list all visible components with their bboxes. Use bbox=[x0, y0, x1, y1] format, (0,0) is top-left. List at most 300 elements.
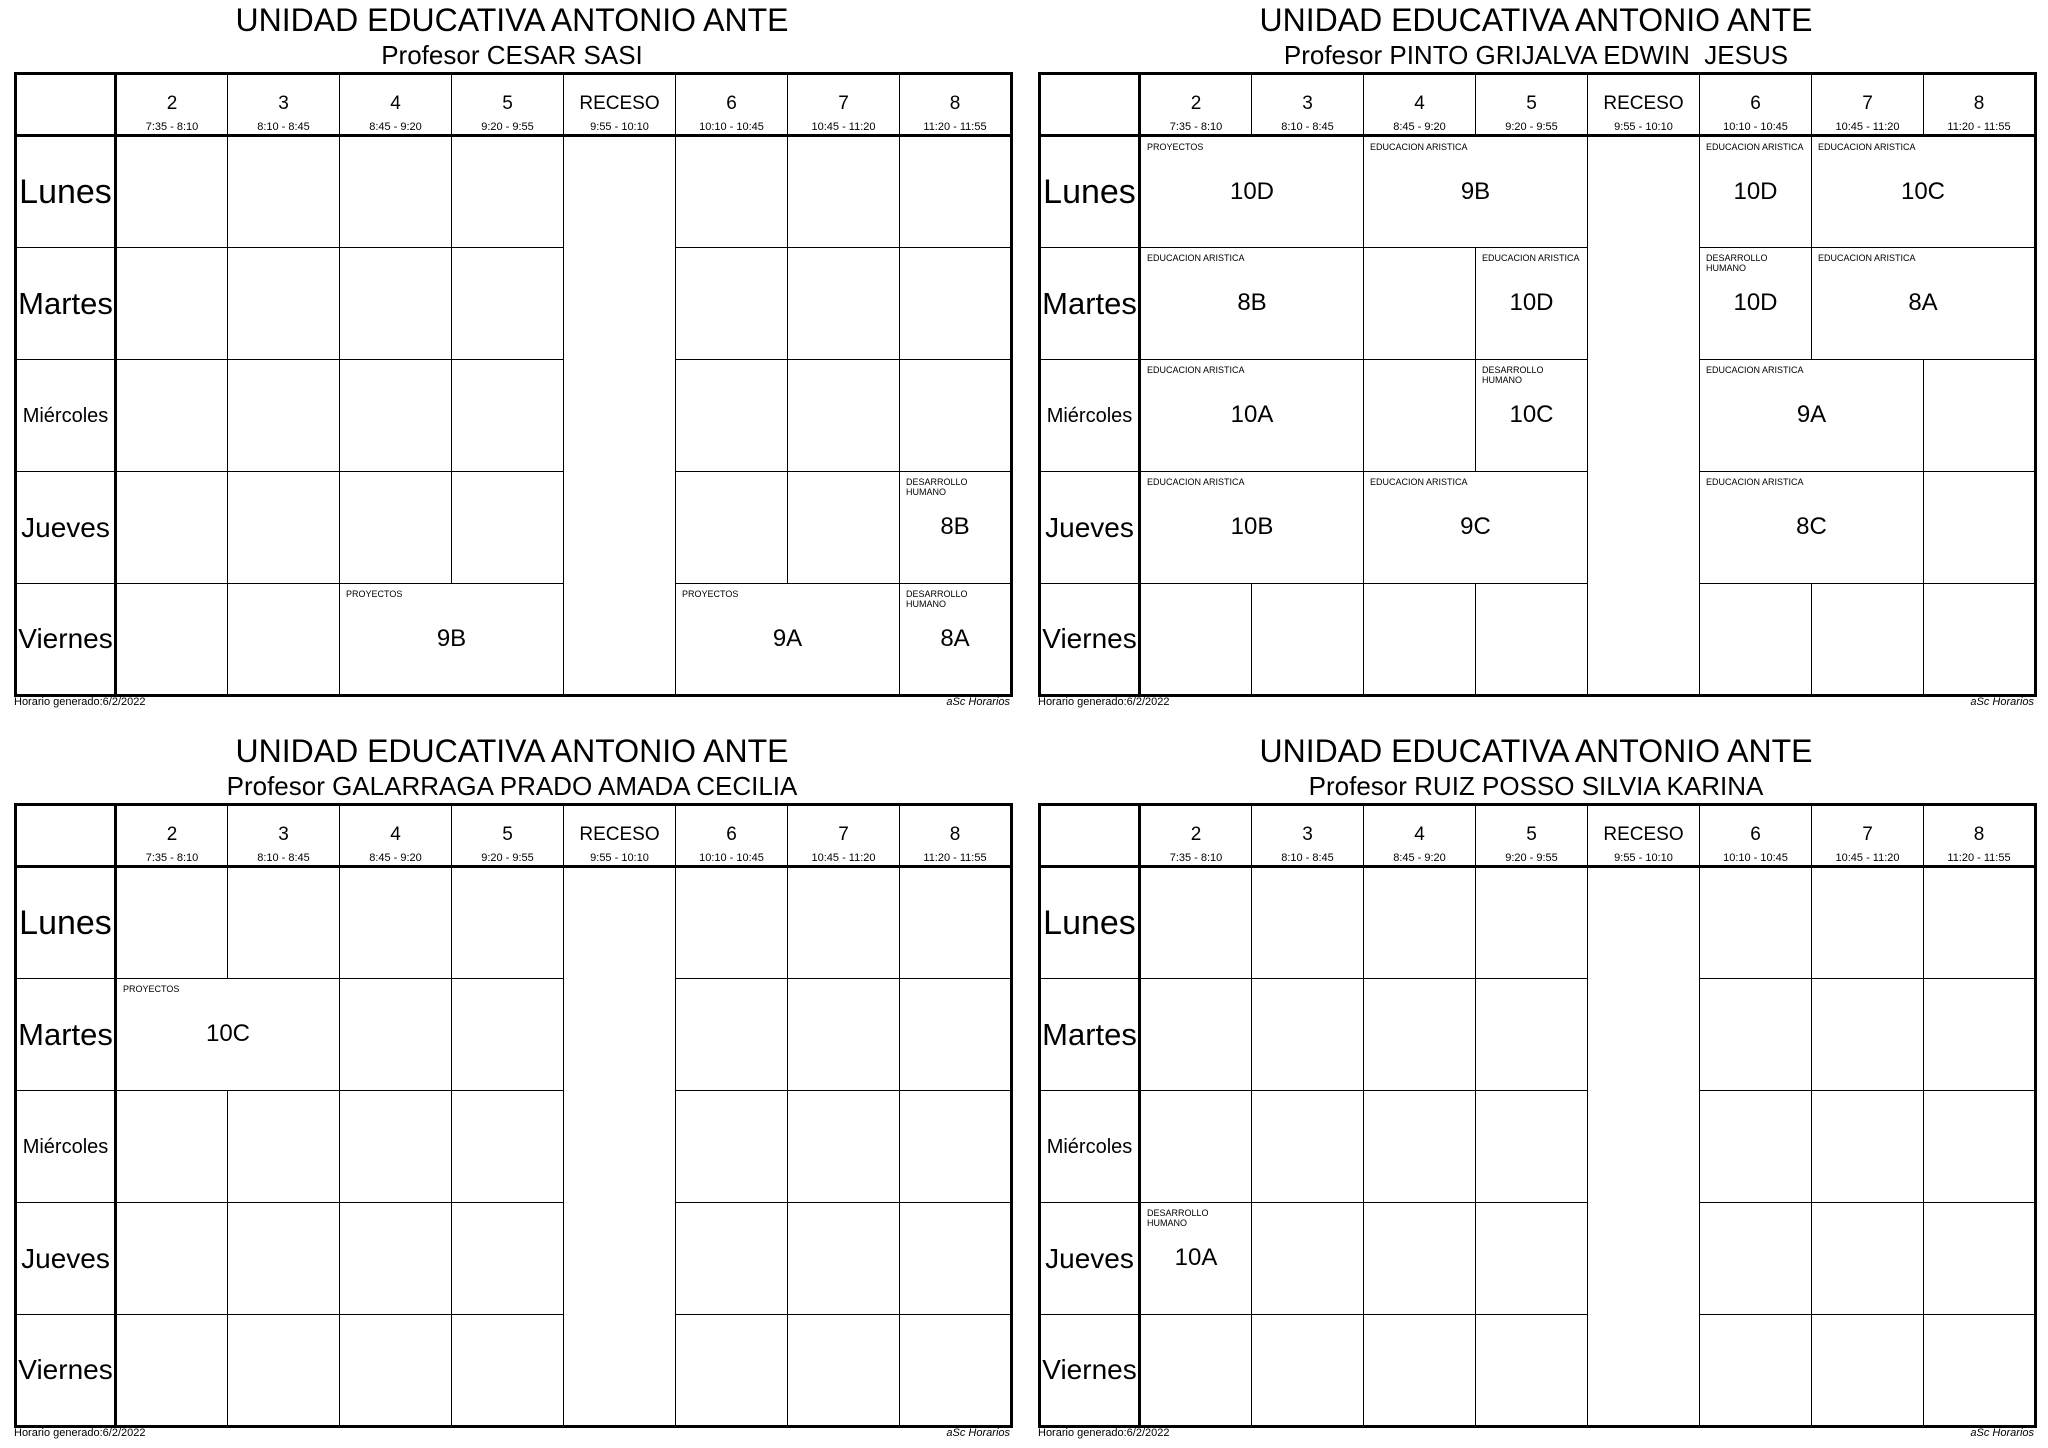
lesson-group: 10D bbox=[1509, 289, 1554, 316]
empty-slot bbox=[1140, 584, 1252, 696]
lesson-box bbox=[1700, 137, 1811, 247]
lesson-subject: EDUCACION ARISTICA bbox=[1482, 253, 1580, 263]
empty-slot bbox=[452, 1315, 564, 1427]
lesson-group: 10A bbox=[1230, 401, 1274, 428]
empty-slot bbox=[340, 360, 452, 472]
period-number: 6 bbox=[1750, 824, 1761, 845]
lesson-subject: PROYECTOS bbox=[682, 589, 739, 599]
empty-slot bbox=[676, 1203, 788, 1315]
period-number: 7 bbox=[1862, 93, 1873, 114]
empty-slot bbox=[1140, 979, 1252, 1091]
empty-slot bbox=[1140, 1315, 1252, 1427]
day-label: Martes bbox=[16, 979, 116, 1091]
corner-cell bbox=[1040, 74, 1140, 136]
empty-slot bbox=[340, 472, 452, 584]
period-header bbox=[228, 74, 340, 136]
period-number: 5 bbox=[1526, 93, 1537, 114]
day-label: Miércoles bbox=[1040, 360, 1140, 472]
period-number: 3 bbox=[1302, 824, 1313, 845]
period-time: 9:55 - 10:10 bbox=[1614, 121, 1673, 133]
period-time: 10:45 - 11:20 bbox=[811, 852, 876, 864]
recess-header bbox=[1588, 805, 1700, 867]
period-header bbox=[900, 805, 1012, 867]
period-time: 7:35 - 8:10 bbox=[1169, 852, 1223, 864]
day-row bbox=[16, 979, 1012, 1091]
header-row bbox=[1040, 805, 2036, 867]
lesson-group: 8A bbox=[1908, 289, 1938, 316]
day-row bbox=[1040, 979, 2036, 1091]
lesson-cell bbox=[1140, 1203, 1252, 1315]
lesson-cell bbox=[1476, 248, 1588, 360]
lesson-cell bbox=[1476, 360, 1588, 472]
period-header bbox=[788, 74, 900, 136]
period-time: 10:10 - 10:45 bbox=[699, 121, 764, 133]
lesson-subject: EDUCACION ARISTICA bbox=[1818, 142, 1916, 152]
lesson-box bbox=[1700, 360, 1923, 470]
lesson-group: 8B bbox=[940, 513, 970, 540]
day-row bbox=[1040, 1203, 2036, 1315]
period-time: 9:20 - 9:55 bbox=[1505, 852, 1558, 864]
empty-slot bbox=[1364, 1315, 1476, 1427]
recess-column bbox=[564, 867, 676, 1427]
lesson-subject: EDUCACION ARISTICA bbox=[1706, 365, 1804, 375]
lesson-box bbox=[1812, 248, 2034, 358]
lesson-subject: PROYECTOS bbox=[123, 984, 180, 994]
period-time: 7:35 - 8:10 bbox=[145, 852, 199, 864]
lesson-group: 10B bbox=[1230, 513, 1274, 540]
lesson-cell bbox=[1364, 472, 1588, 584]
day-label: Martes bbox=[1040, 979, 1140, 1091]
empty-slot bbox=[1364, 584, 1476, 696]
empty-slot bbox=[1924, 979, 2036, 1091]
teacher-name: Profesor GALARRAGA PRADO AMADA CECILIA bbox=[226, 771, 798, 801]
empty-slot bbox=[116, 360, 228, 472]
software-credit: aSc Horarios bbox=[1970, 696, 2034, 708]
empty-slot bbox=[1476, 867, 1588, 979]
period-number: 7 bbox=[1862, 824, 1873, 845]
period-number: 4 bbox=[1414, 93, 1425, 114]
lesson-cell bbox=[1812, 136, 2036, 248]
empty-slot bbox=[228, 1091, 340, 1203]
period-header bbox=[1252, 74, 1364, 136]
period-time: 9:20 - 9:55 bbox=[481, 852, 534, 864]
period-number: 5 bbox=[502, 93, 513, 114]
empty-slot bbox=[116, 1315, 228, 1427]
period-header bbox=[340, 74, 452, 136]
recess-column bbox=[1588, 867, 1700, 1427]
timetable-grid bbox=[14, 72, 1013, 697]
lesson-box bbox=[1364, 472, 1587, 582]
empty-slot bbox=[1700, 867, 1812, 979]
empty-slot bbox=[340, 1091, 452, 1203]
lesson-box bbox=[1364, 137, 1587, 247]
period-time: 10:45 - 11:20 bbox=[811, 121, 876, 133]
lesson-box bbox=[1141, 1203, 1251, 1313]
empty-slot bbox=[788, 136, 900, 248]
day-label: Jueves bbox=[1040, 472, 1140, 584]
empty-slot bbox=[1476, 1091, 1588, 1203]
period-number: 6 bbox=[726, 824, 737, 845]
empty-slot bbox=[1364, 1091, 1476, 1203]
lesson-box bbox=[1141, 360, 1363, 470]
empty-slot bbox=[452, 1203, 564, 1315]
generated-date: Horario generado:6/2/2022 bbox=[1038, 696, 1170, 708]
empty-slot bbox=[1252, 979, 1364, 1091]
empty-slot bbox=[1364, 1203, 1476, 1315]
period-header bbox=[452, 74, 564, 136]
period-time: 11:20 - 11:55 bbox=[1947, 852, 2011, 864]
timetable-panel bbox=[14, 731, 1010, 1447]
empty-slot bbox=[676, 136, 788, 248]
period-header bbox=[1140, 74, 1252, 136]
empty-slot bbox=[1812, 1203, 1924, 1315]
period-header bbox=[1364, 805, 1476, 867]
empty-slot bbox=[228, 584, 340, 696]
empty-slot bbox=[1140, 1091, 1252, 1203]
lesson-group: 9A bbox=[1796, 401, 1827, 428]
period-time: 11:20 - 11:55 bbox=[923, 852, 987, 864]
empty-slot bbox=[1364, 248, 1476, 360]
lesson-subject: EDUCACION ARISTICA bbox=[1706, 477, 1804, 487]
lesson-cell bbox=[340, 584, 564, 696]
empty-slot bbox=[340, 136, 452, 248]
lesson-subject: DESARROLLO HUMANO bbox=[906, 589, 968, 609]
empty-slot bbox=[228, 360, 340, 472]
day-label: Miércoles bbox=[1040, 1091, 1140, 1203]
empty-slot bbox=[452, 472, 564, 584]
period-number: 2 bbox=[1190, 824, 1202, 845]
empty-slot bbox=[676, 248, 788, 360]
lesson-cell bbox=[676, 584, 900, 696]
day-row bbox=[1040, 360, 2036, 472]
recess-label: RECESO bbox=[579, 93, 660, 114]
empty-slot bbox=[676, 472, 788, 584]
empty-slot bbox=[228, 248, 340, 360]
period-time: 7:35 - 8:10 bbox=[1169, 121, 1223, 133]
lesson-cell bbox=[1364, 136, 1588, 248]
period-time: 9:20 - 9:55 bbox=[1505, 121, 1558, 133]
recess-header bbox=[564, 805, 676, 867]
software-credit: aSc Horarios bbox=[946, 1427, 1010, 1439]
lesson-cell bbox=[1812, 248, 2036, 360]
empty-slot bbox=[676, 360, 788, 472]
empty-slot bbox=[228, 867, 340, 979]
day-row bbox=[1040, 136, 2036, 248]
lesson-group: 10D bbox=[1229, 178, 1275, 205]
empty-slot bbox=[1476, 1315, 1588, 1427]
lesson-cell bbox=[1700, 472, 1924, 584]
empty-slot bbox=[1812, 979, 1924, 1091]
empty-slot bbox=[900, 360, 1012, 472]
day-row bbox=[16, 584, 1012, 696]
period-header bbox=[1700, 805, 1812, 867]
empty-slot bbox=[1924, 472, 2036, 584]
empty-slot bbox=[788, 867, 900, 979]
lesson-box bbox=[340, 584, 563, 694]
empty-slot bbox=[1812, 584, 1924, 696]
day-row bbox=[16, 136, 1012, 248]
recess-column bbox=[1588, 136, 1700, 696]
day-label: Viernes bbox=[1040, 584, 1140, 696]
lesson-box bbox=[1141, 137, 1363, 247]
generated-date: Horario generado:6/2/2022 bbox=[1038, 1427, 1170, 1439]
empty-slot bbox=[452, 867, 564, 979]
empty-slot bbox=[340, 867, 452, 979]
empty-slot bbox=[1700, 1203, 1812, 1315]
day-label: Jueves bbox=[16, 1203, 116, 1315]
lesson-cell bbox=[116, 979, 340, 1091]
empty-slot bbox=[900, 1315, 1012, 1427]
school-title: UNIDAD EDUCATIVA ANTONIO ANTE bbox=[235, 733, 789, 769]
lesson-cell bbox=[1700, 248, 1812, 360]
day-row bbox=[16, 867, 1012, 979]
period-time: 8:45 - 9:20 bbox=[369, 121, 422, 133]
empty-slot bbox=[1700, 584, 1812, 696]
empty-slot bbox=[1924, 867, 2036, 979]
lesson-subject: EDUCACION ARISTICA bbox=[1370, 477, 1468, 487]
empty-slot bbox=[900, 1203, 1012, 1315]
period-number: 2 bbox=[166, 824, 178, 845]
lesson-subject: EDUCACION ARISTICA bbox=[1147, 477, 1245, 487]
lesson-cell bbox=[1140, 136, 1364, 248]
day-label: Jueves bbox=[1040, 1203, 1140, 1315]
empty-slot bbox=[788, 979, 900, 1091]
period-header bbox=[1924, 74, 2036, 136]
empty-slot bbox=[1252, 1315, 1364, 1427]
lesson-box bbox=[1476, 360, 1587, 470]
lesson-group: 8B bbox=[1237, 289, 1267, 316]
day-label: Jueves bbox=[16, 472, 116, 584]
empty-slot bbox=[1700, 1315, 1812, 1427]
period-header bbox=[228, 805, 340, 867]
period-header bbox=[1364, 74, 1476, 136]
lesson-box bbox=[1476, 248, 1587, 358]
period-number: 8 bbox=[1973, 824, 1985, 845]
period-number: 3 bbox=[278, 824, 289, 845]
period-header bbox=[1812, 805, 1924, 867]
period-header bbox=[1924, 805, 2036, 867]
period-time: 10:10 - 10:45 bbox=[699, 852, 764, 864]
period-time: 11:20 - 11:55 bbox=[1947, 121, 2011, 133]
lesson-subject: PROYECTOS bbox=[1147, 142, 1204, 152]
day-row bbox=[16, 1315, 1012, 1427]
period-time: 10:45 - 11:20 bbox=[1835, 121, 1900, 133]
period-header bbox=[788, 805, 900, 867]
lesson-cell bbox=[1140, 472, 1364, 584]
lesson-subject: DESARROLLO HUMANO bbox=[906, 477, 968, 497]
recess-label: RECESO bbox=[579, 824, 660, 845]
period-number: 4 bbox=[390, 824, 401, 845]
lesson-box bbox=[1700, 472, 1923, 582]
empty-slot bbox=[676, 1315, 788, 1427]
empty-slot bbox=[788, 1203, 900, 1315]
empty-slot bbox=[452, 248, 564, 360]
recess-label: RECESO bbox=[1603, 93, 1684, 114]
empty-slot bbox=[1252, 1091, 1364, 1203]
day-row bbox=[16, 360, 1012, 472]
lesson-group: 10A bbox=[1174, 1244, 1218, 1271]
day-row bbox=[1040, 248, 2036, 360]
empty-slot bbox=[228, 136, 340, 248]
lesson-group: 8A bbox=[940, 625, 970, 652]
day-label: Viernes bbox=[1040, 1315, 1140, 1427]
empty-slot bbox=[788, 248, 900, 360]
day-label: Viernes bbox=[16, 1315, 116, 1427]
period-number: 2 bbox=[1190, 93, 1202, 114]
empty-slot bbox=[1700, 979, 1812, 1091]
empty-slot bbox=[1476, 979, 1588, 1091]
empty-slot bbox=[1812, 1315, 1924, 1427]
recess-column bbox=[564, 136, 676, 696]
period-header bbox=[1812, 74, 1924, 136]
generated-date: Horario generado:6/2/2022 bbox=[14, 696, 146, 708]
teacher-name: Profesor RUIZ POSSO SILVIA KARINA bbox=[1308, 771, 1764, 801]
day-row bbox=[1040, 1315, 2036, 1427]
day-row bbox=[1040, 867, 2036, 979]
empty-slot bbox=[1924, 1091, 2036, 1203]
empty-slot bbox=[340, 1203, 452, 1315]
period-time: 10:10 - 10:45 bbox=[1723, 852, 1788, 864]
lesson-subject: PROYECTOS bbox=[346, 589, 403, 599]
period-number: 8 bbox=[949, 824, 961, 845]
day-row bbox=[16, 1091, 1012, 1203]
period-number: 7 bbox=[838, 93, 849, 114]
day-label: Martes bbox=[1040, 248, 1140, 360]
software-credit: aSc Horarios bbox=[946, 696, 1010, 708]
empty-slot bbox=[1924, 1203, 2036, 1315]
period-number: 4 bbox=[390, 93, 401, 114]
lesson-subject: DESARROLLO HUMANO bbox=[1706, 253, 1768, 273]
empty-slot bbox=[1252, 867, 1364, 979]
empty-slot bbox=[900, 248, 1012, 360]
recess-header bbox=[564, 74, 676, 136]
lesson-box bbox=[900, 584, 1010, 694]
generated-date: Horario generado:6/2/2022 bbox=[14, 1427, 146, 1439]
empty-slot bbox=[116, 1091, 228, 1203]
lesson-group: 10D bbox=[1733, 178, 1778, 205]
period-number: 2 bbox=[166, 93, 178, 114]
lesson-cell bbox=[1140, 360, 1364, 472]
period-time: 8:10 - 8:45 bbox=[1281, 121, 1334, 133]
header-row bbox=[1040, 74, 2036, 136]
empty-slot bbox=[676, 867, 788, 979]
lesson-cell bbox=[1700, 360, 1924, 472]
header-row bbox=[16, 74, 1012, 136]
empty-slot bbox=[228, 1203, 340, 1315]
lesson-group: 8C bbox=[1796, 513, 1827, 540]
lesson-group: 9C bbox=[1460, 513, 1491, 540]
empty-slot bbox=[1364, 360, 1476, 472]
day-row bbox=[1040, 1091, 2036, 1203]
empty-slot bbox=[116, 584, 228, 696]
lesson-cell bbox=[1140, 248, 1364, 360]
empty-slot bbox=[1812, 1091, 1924, 1203]
lesson-group: 9B bbox=[436, 625, 467, 652]
period-time: 9:55 - 10:10 bbox=[590, 121, 649, 133]
lesson-box bbox=[1700, 248, 1811, 358]
empty-slot bbox=[1476, 584, 1588, 696]
period-header bbox=[900, 74, 1012, 136]
corner-cell bbox=[16, 805, 116, 867]
header-row bbox=[16, 805, 1012, 867]
lesson-group: 10C bbox=[205, 1020, 251, 1047]
corner-cell bbox=[16, 74, 116, 136]
lesson-box bbox=[1141, 472, 1363, 582]
period-number: 6 bbox=[726, 93, 737, 114]
lesson-group: 9B bbox=[1460, 178, 1491, 205]
empty-slot bbox=[900, 136, 1012, 248]
empty-slot bbox=[116, 472, 228, 584]
period-header bbox=[1476, 805, 1588, 867]
day-label: Viernes bbox=[16, 584, 116, 696]
empty-slot bbox=[228, 472, 340, 584]
school-title: UNIDAD EDUCATIVA ANTONIO ANTE bbox=[1259, 733, 1813, 769]
period-time: 10:10 - 10:45 bbox=[1723, 121, 1788, 133]
period-time: 8:10 - 8:45 bbox=[257, 121, 310, 133]
empty-slot bbox=[1700, 1091, 1812, 1203]
empty-slot bbox=[340, 248, 452, 360]
empty-slot bbox=[1924, 1315, 2036, 1427]
lesson-subject: EDUCACION ARISTICA bbox=[1818, 253, 1916, 263]
period-header bbox=[452, 805, 564, 867]
timetable-panel bbox=[14, 0, 1010, 716]
period-header bbox=[1700, 74, 1812, 136]
period-number: 5 bbox=[502, 824, 513, 845]
empty-slot bbox=[1476, 1203, 1588, 1315]
period-time: 8:10 - 8:45 bbox=[257, 852, 310, 864]
period-header bbox=[1140, 805, 1252, 867]
lesson-subject: EDUCACION ARISTICA bbox=[1147, 365, 1245, 375]
empty-slot bbox=[452, 136, 564, 248]
empty-slot bbox=[452, 1091, 564, 1203]
lesson-subject: EDUCACION ARISTICA bbox=[1370, 142, 1468, 152]
day-row bbox=[1040, 584, 2036, 696]
period-number: 5 bbox=[1526, 824, 1537, 845]
lesson-box bbox=[117, 979, 339, 1089]
empty-slot bbox=[340, 1315, 452, 1427]
empty-slot bbox=[1140, 867, 1252, 979]
timetable-grid bbox=[14, 803, 1013, 1428]
period-header bbox=[676, 74, 788, 136]
period-header bbox=[116, 805, 228, 867]
lesson-group: 10C bbox=[1900, 178, 1946, 205]
lesson-subject: EDUCACION ARISTICA bbox=[1706, 142, 1804, 152]
lesson-cell bbox=[900, 584, 1012, 696]
lesson-box bbox=[900, 472, 1010, 582]
school-title: UNIDAD EDUCATIVA ANTONIO ANTE bbox=[1259, 2, 1813, 38]
empty-slot bbox=[1252, 1203, 1364, 1315]
day-row bbox=[1040, 472, 2036, 584]
day-label: Miércoles bbox=[16, 360, 116, 472]
day-label: Martes bbox=[16, 248, 116, 360]
empty-slot bbox=[676, 1091, 788, 1203]
lesson-group: 10C bbox=[1509, 401, 1554, 428]
empty-slot bbox=[228, 1315, 340, 1427]
empty-slot bbox=[1924, 360, 2036, 472]
empty-slot bbox=[676, 979, 788, 1091]
empty-slot bbox=[116, 136, 228, 248]
empty-slot bbox=[788, 1091, 900, 1203]
recess-header bbox=[1588, 74, 1700, 136]
empty-slot bbox=[1364, 979, 1476, 1091]
empty-slot bbox=[116, 867, 228, 979]
period-number: 3 bbox=[278, 93, 289, 114]
lesson-box bbox=[676, 584, 899, 694]
empty-slot bbox=[900, 979, 1012, 1091]
lesson-subject: DESARROLLO HUMANO bbox=[1147, 1208, 1209, 1228]
period-number: 8 bbox=[1973, 93, 1985, 114]
school-title: UNIDAD EDUCATIVA ANTONIO ANTE bbox=[235, 2, 789, 38]
